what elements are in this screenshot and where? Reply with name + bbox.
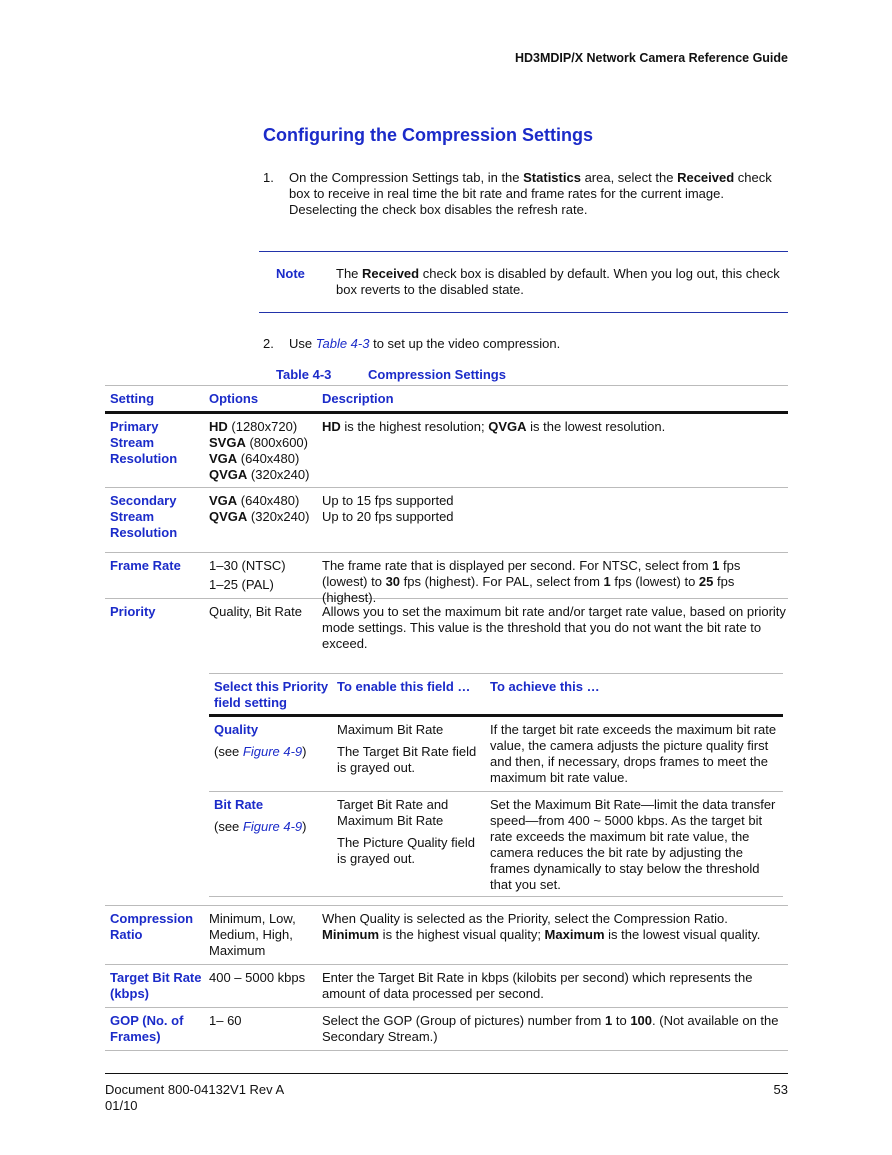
document-info: [105, 1082, 284, 1114]
table-number: Table 4-3: [276, 367, 332, 382]
description-cell: HD is the highest resolution; QVGA is the lowest resolution.: [322, 419, 666, 434]
setting-cell: Compression Ratio: [110, 911, 194, 942]
setting-cell: Target Bit Rate (kbps): [110, 970, 202, 1001]
step-1: [263, 170, 788, 218]
subtable-header-row: [209, 673, 783, 717]
setting-cell: Priority: [110, 604, 156, 619]
description-cell: The frame rate that is displayed per second. For NTSC, select from 1 fps (lowest) to 30 fps (highest). For PAL, select from 1 fps (lowest) to 25 fps (highest).: [322, 558, 741, 605]
achieve-cell: If the target bit rate exceeds the maximum bit rate value, the camera adjusts the picture quality first and then, if necessary, drops frames to meet the maximum bit rate value.: [490, 722, 777, 785]
options-cell: 1–30 (NTSC) 1–25 (PAL): [209, 558, 286, 592]
step-2: [263, 336, 788, 352]
table-header-row: [105, 385, 788, 414]
compression-settings-table: [105, 385, 788, 1051]
options-cell: Minimum, Low, Medium, High, Maximum: [209, 911, 296, 958]
figure-link[interactable]: Figure 4-9: [242, 819, 303, 834]
enable-cell: Target Bit Rate and Maximum Bit Rate The Picture Quality field is grayed out.: [337, 797, 476, 866]
page-footer: [105, 1073, 788, 1113]
step-text: Use Table 4-3 to set up the video compression.: [289, 336, 561, 351]
priority-subtable: [209, 673, 783, 897]
setting-cell: GOP (No. of Frames): [110, 1013, 184, 1044]
options-cell: Quality, Bit Rate: [209, 604, 302, 619]
description-cell: Enter the Target Bit Rate in kbps (kilobits per second) which represents the amount of data processed per second.: [322, 970, 753, 1001]
table-row: [105, 1008, 788, 1051]
note-box: [259, 251, 788, 313]
table-row: [105, 553, 788, 605]
document-date: 01/10: [105, 1098, 138, 1113]
page-number: 53: [773, 1082, 788, 1097]
table-link[interactable]: Table 4-3: [315, 336, 370, 351]
description-cell: Up to 15 fps supported Up to 20 fps supported: [322, 493, 454, 524]
options-cell: 1– 60: [209, 1013, 242, 1028]
setting-cell: Primary Stream Resolution: [110, 419, 178, 466]
options-cell: HD (1280x720) SVGA (800x600) VGA (640x480) QVGA (320x240): [209, 419, 310, 482]
note-label: Note: [276, 266, 305, 281]
description-cell: Allows you to set the maximum bit rate and/or target rate value, based on priority mode settings. This value is the threshold that you do not want the bit rate to exceed.: [322, 604, 786, 651]
priority-setting-cell: Quality (see Figure 4-9): [214, 722, 307, 759]
figure-link[interactable]: Figure 4-9: [242, 744, 303, 759]
document-number: Document 800-04132V1 Rev A: [105, 1082, 285, 1097]
table-title: Compression Settings: [368, 367, 506, 382]
description-cell: When Quality is selected as the Priority, select the Compression Ratio. Minimum is the highest visual quality; Maximum is the lowest visual quality.: [322, 911, 761, 942]
subheader-priority: Select this Priority field setting: [214, 679, 329, 710]
step-number: 2.: [263, 336, 274, 351]
header-setting: Setting: [110, 391, 155, 406]
enable-cell: Maximum Bit Rate The Target Bit Rate field is grayed out.: [337, 722, 477, 775]
subheader-enable: To enable this field …: [337, 679, 471, 694]
section-title: Configuring the Compression Settings: [263, 125, 594, 145]
note-text: The Received check box is disabled by default. When you log out, this check box reverts to the disabled state.: [336, 266, 780, 297]
table-row: [105, 488, 788, 553]
setting-cell: Frame Rate: [110, 558, 181, 573]
options-cell: 400 – 5000 kbps: [209, 970, 306, 985]
setting-cell: Secondary Stream Resolution: [110, 493, 178, 540]
subtable-row: [209, 792, 783, 897]
table-caption: [276, 367, 506, 383]
step-number: 1.: [263, 170, 274, 185]
table-row: [105, 414, 788, 488]
header-description: Description: [322, 391, 394, 406]
options-cell: VGA (640x480) QVGA (320x240): [209, 493, 310, 524]
achieve-cell: Set the Maximum Bit Rate—limit the data transfer speed—from 400 ~ 5000 kbps. As the target bit rate exceeds the maximum bit rate value, the camera reduces the bit rate by adjusting the frames dynamically to stay below the threshold that you set.: [490, 797, 776, 892]
running-header: HD3MDIP/X Network Camera Reference Guide: [514, 51, 788, 65]
table-row: [105, 965, 788, 1008]
table-row: [105, 906, 788, 965]
subtable-row: [209, 717, 783, 792]
subheader-achieve: To achieve this …: [490, 679, 600, 694]
priority-setting-cell: Bit Rate (see Figure 4-9): [214, 797, 307, 834]
step-text: On the Compression Settings tab, in the Statistics area, select the Received check box to receive in real time the bit rate and frame rates for the current image. Deselecting the check box disables the refresh rate.: [289, 170, 772, 217]
description-cell: Select the GOP (Group of pictures) number from 1 to 100. (Not available on the Secondary Stream.): [322, 1013, 779, 1044]
header-options: Options: [209, 391, 259, 406]
table-row: [105, 599, 788, 906]
